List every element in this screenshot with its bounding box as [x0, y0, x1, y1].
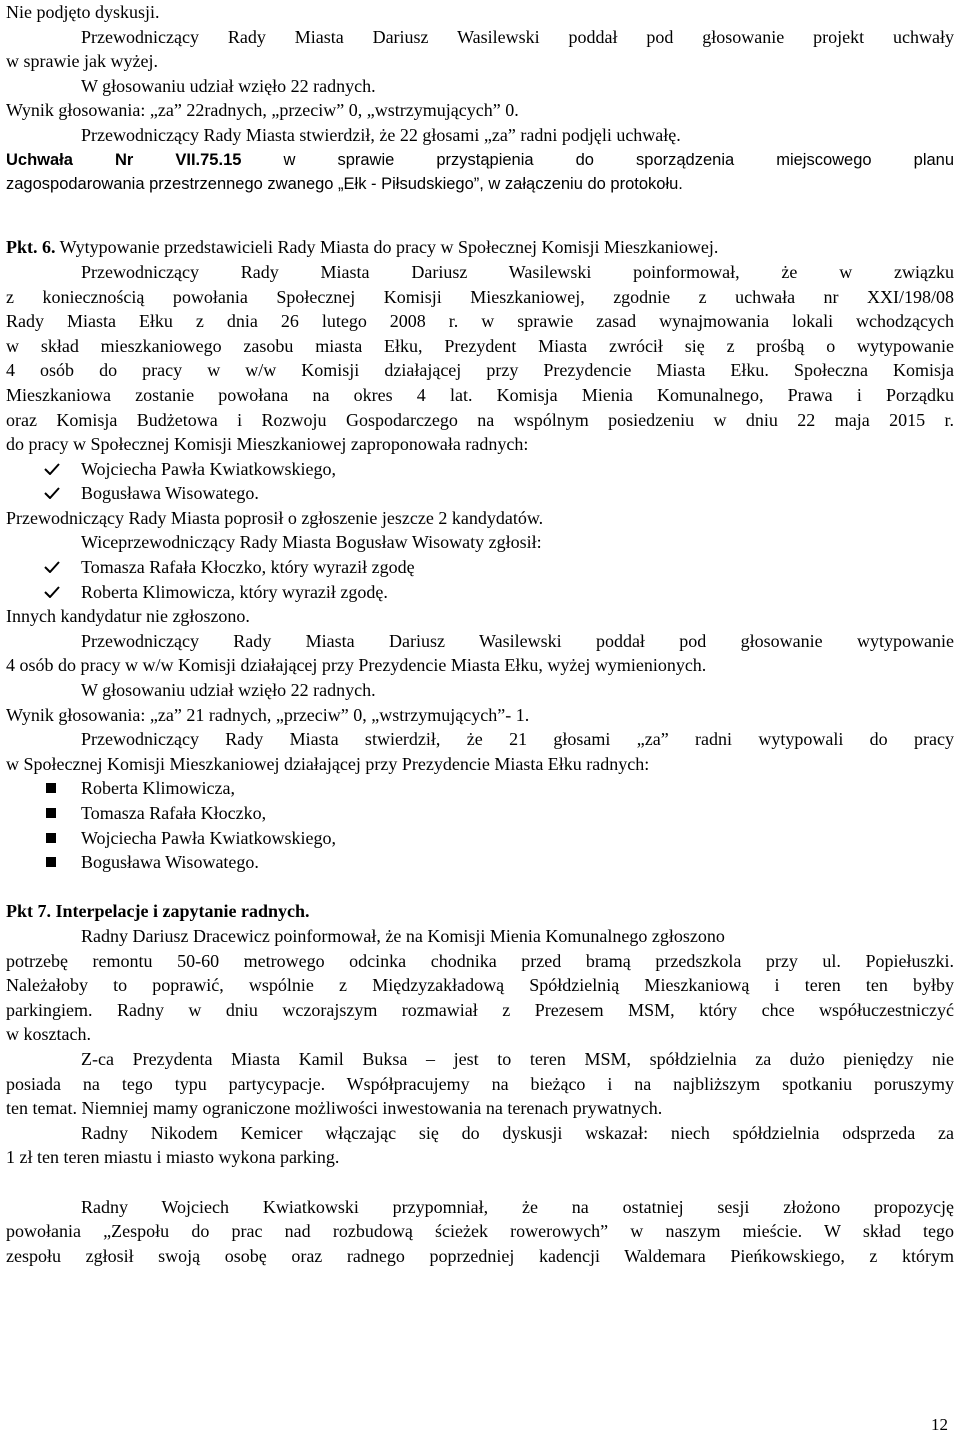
list-item — [6, 555, 954, 580]
list-item-label: Wojciecha Pawła Kwiatkowskiego, — [81, 827, 336, 848]
text-line: W głosowaniu udział wzięło 22 radnych. — [81, 75, 376, 96]
section-heading-pkt6 — [6, 235, 954, 260]
list-item-label: Wojciecha Pawła Kwiatkowskiego, — [81, 458, 336, 479]
text-line: Nie podjęto dyskusji. — [6, 2, 160, 22]
section-number: Pkt. 6. — [6, 237, 56, 258]
text-line: Przewodniczący Rady Miasta Dariusz Wasilewski poinformował, że w związku — [81, 261, 954, 282]
text-line: zespołu zgłosił swoją osobę oraz radnego poprzedniej kadencji Waldemara Pieńkowskiego, z którym — [6, 1245, 954, 1266]
section-heading-pkt7: Pkt 7. Interpelacje i zapytanie radnych. — [6, 901, 310, 922]
text-line: powołania „Zespołu do prac nad rozbudową ścieżek rowerowych” w naszym mieście. W skład tego — [6, 1221, 954, 1242]
text-line: Przewodniczący Rady Miasta stwierdził, że 21 głosami „za” radni wytypowali do pracy — [81, 729, 954, 750]
text-line: Innych kandydatur nie zgłoszono. — [6, 606, 250, 627]
text-line: Przewodniczący Rady Miasta stwierdził, że 22 głosami „za” radni podjęli uchwałę. — [81, 124, 681, 145]
square-bullet-icon — [46, 808, 56, 818]
list-item — [6, 481, 954, 506]
list-item — [6, 580, 954, 605]
text-line: ten temat. Niemniej mamy ograniczone możliwości inwestowania na terenach prywatnych. — [6, 1098, 663, 1119]
text-line: Wynik głosowania: „za” 21 radnych, „przeciw” 0, „wstrzymujących”- 1. — [6, 704, 530, 725]
text-line: potrzebę remontu 50-60 metrowego odcinka chodnika przed bramą przedszkola przy ul. Popiełuszki. — [6, 950, 954, 971]
text-line: oraz Komisja Budżetowa i Rozwoju Gospodarczego na wspólnym posiedzeniu w dniu 22 maja 2015 r. — [6, 409, 954, 430]
text-line: Radny Wojciech Kwiatkowski przypomniał, że na ostatniej sesji złożono propozycję — [81, 1196, 954, 1217]
text-line: w skład mieszkaniowego zasobu miasta Ełku, Prezydent Miasta zwrócił się z prośbą o wytypowanie — [6, 335, 954, 356]
list-item-label: Bogusława Wisowatego. — [81, 852, 259, 873]
square-bullet-icon — [46, 833, 56, 843]
list-item — [6, 850, 954, 875]
text-line: posiada na tego typu partycypacje. Współpracujemy na bieżąco i na najbliższym spotkaniu poruszymy — [6, 1073, 954, 1094]
checkmark-icon — [44, 561, 60, 573]
list-item-label: Bogusława Wisowatego. — [81, 483, 259, 504]
text-line: parkingiem. Radny w dniu wczorajszym rozmawiał z Prezesem MSM, który chce współuczestniczyć — [6, 999, 954, 1020]
list-item — [6, 457, 954, 482]
list-item-label: Tomasza Rafała Kłoczko, — [81, 803, 267, 823]
text-line: Przewodniczący Rady Miasta Dariusz Wasilewski poddał pod głosowanie wytypowanie — [81, 630, 954, 651]
text-line: 4 osób do pracy w w/w Komisji działającej przy Prezydencie Miasta Ełku, wyżej wymienionych. — [6, 655, 707, 676]
checkmark-icon — [44, 487, 60, 499]
text-line: Wiceprzewodniczący Rady Miasta Bogusław Wisowaty zgłosił: — [81, 532, 542, 553]
text-line: 4 osób do pracy w w/w Komisji działającej przy Prezydencie Miasta Ełku. Społeczna Komisja — [6, 360, 954, 381]
text-line: Radny Dariusz Dracewicz poinformował, że na Komisji Mienia Komunalnego zgłoszono — [81, 925, 725, 946]
square-bullet-icon — [46, 857, 56, 867]
text-line: w sprawie jak wyżej. — [6, 51, 158, 72]
text-line: z koniecznością powołania Społecznej Komisji Mieszkaniowej, zgodnie z uchwała nr XXI/198/08 — [6, 286, 954, 307]
text-line: zagospodarowania przestrzennego zwanego „Ełk - Piłsudskiego”, w załączeniu do protokołu. — [6, 175, 683, 194]
list-item — [6, 776, 954, 801]
list-item-label: Roberta Klimowicza, — [81, 778, 235, 799]
section-title: Wytypowanie przedstawicieli Rady Miasta do pracy w Społecznej Komisji Mieszkaniowej. — [55, 237, 719, 258]
list-item-label: Roberta Klimowicza, który wyraził zgodę. — [81, 581, 388, 602]
resolution-title: w sprawie przystąpienia do sporządzenia miejscowego planu — [241, 150, 955, 169]
page-number: 12 — [931, 1415, 948, 1435]
text-line: w kosztach. — [6, 1024, 91, 1045]
list-item — [6, 801, 954, 826]
text-line: 1 zł ten teren miastu i miasto wykona parking. — [6, 1147, 340, 1168]
text-line: Rady Miasta Ełku z dnia 26 lutego 2008 r. w sprawie zasad wynajmowania lokali wchodzących — [6, 311, 954, 332]
square-bullet-icon — [46, 783, 56, 793]
document-page — [6, 0, 954, 1440]
text-line: Mieszkaniowa zostanie powołana na okres 4 lat. Komisja Mienia Komunalnego, Prawa i Porządku — [6, 384, 954, 405]
resolution-line — [6, 148, 954, 173]
text-line: W głosowaniu udział wzięło 22 radnych. — [81, 680, 376, 701]
text-line: Należałoby to poprawić, wspólnie z Międzyzakładową Spółdzielnią Mieszkaniową i teren ten byłby — [6, 975, 954, 996]
text-line: Z-ca Prezydenta Miasta Kamil Buksa – jest to teren MSM, spółdzielnia za dużo pieniędzy nie — [81, 1048, 954, 1069]
text-line: Przewodniczący Rady Miasta Dariusz Wasilewski poddał pod głosowanie projekt uchwały — [81, 26, 954, 47]
text-line: Wynik głosowania: „za” 22radnych, „przeciw” 0, „wstrzymujących” 0. — [6, 100, 519, 121]
text-line: Przewodniczący Rady Miasta poprosił o zgłoszenie jeszcze 2 kandydatów. — [6, 507, 544, 528]
checkmark-icon — [44, 463, 60, 475]
text-line: w Społecznej Komisji Mieszkaniowej działającej przy Prezydencie Miasta Ełku radnych: — [6, 753, 650, 774]
resolution-number: Uchwała Nr VII.75.15 — [6, 150, 242, 169]
text-line: do pracy w Społecznej Komisji Mieszkaniowej zaproponowała radnych: — [6, 434, 529, 455]
list-item-label: Tomasza Rafała Kłoczko, który wyraził zgodę — [81, 557, 415, 578]
list-item — [6, 826, 954, 851]
text-line: Radny Nikodem Kemicer włączając się do dyskusji wskazał: niech spółdzielnia odsprzeda za — [81, 1122, 954, 1143]
checkmark-icon — [44, 586, 60, 598]
